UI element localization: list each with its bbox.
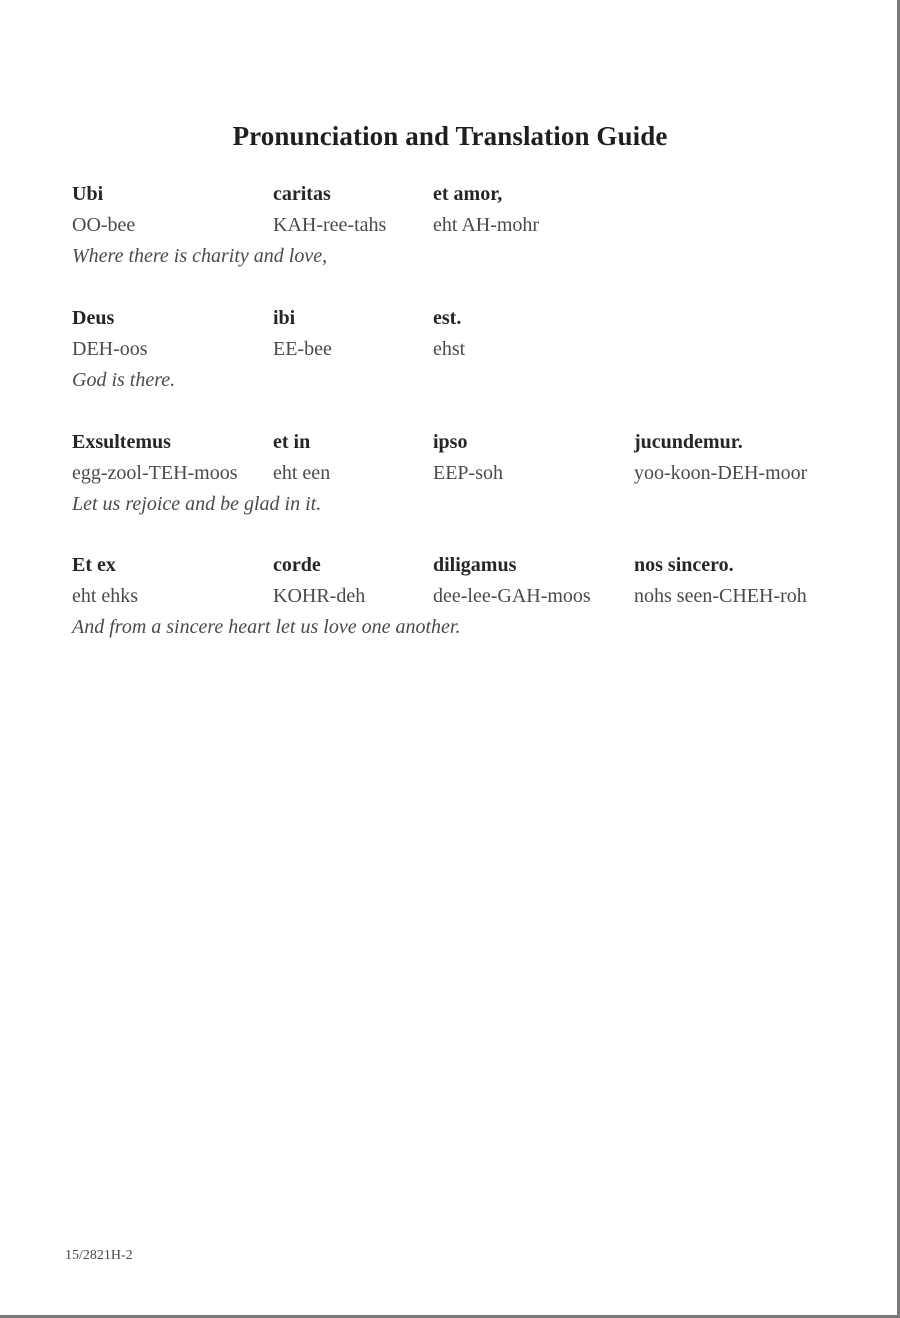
phonetic-word: KOHR-deh <box>273 585 366 607</box>
phonetic-word: EE-bee <box>273 338 332 360</box>
phonetic-word: nohs seen-CHEH-roh <box>634 585 807 607</box>
phonetic-word: eht ehks <box>72 585 139 607</box>
phonetic-word: DEH-oos <box>72 338 148 360</box>
stanza-3 <box>72 429 872 517</box>
latin-word: Ubi <box>72 183 104 205</box>
latin-word: et amor, <box>433 183 503 205</box>
phonetic-row <box>72 336 872 367</box>
translation-line: Let us rejoice and be glad in it. <box>72 493 322 515</box>
translation-line: Where there is charity and love, <box>72 245 328 267</box>
latin-row <box>72 305 872 336</box>
phonetic-word: ehst <box>433 338 466 360</box>
latin-word: Exsultemus <box>72 431 171 453</box>
stanza-4 <box>72 552 872 640</box>
latin-word: nos sincero. <box>634 554 734 576</box>
footer-catalog-code: 15/2821H-2 <box>65 1248 133 1263</box>
latin-word: diligamus <box>433 554 517 576</box>
latin-word: est. <box>433 307 462 329</box>
phonetic-row <box>72 212 872 243</box>
phonetic-word: eht AH-mohr <box>433 214 540 236</box>
latin-word: ipso <box>433 431 468 453</box>
phonetic-word: EEP-soh <box>433 462 503 484</box>
stanza-2 <box>72 305 872 393</box>
latin-word: corde <box>273 554 321 576</box>
latin-word: Deus <box>72 307 115 329</box>
phonetic-row <box>72 460 872 491</box>
stanza-1 <box>72 181 872 269</box>
latin-word: caritas <box>273 183 331 205</box>
phonetic-word: dee-lee-GAH-moos <box>433 585 591 607</box>
latin-row <box>72 429 872 460</box>
latin-word: jucundemur. <box>634 431 743 453</box>
translation-line: God is there. <box>72 369 176 391</box>
phonetic-word: egg-zool-TEH-moos <box>72 462 238 484</box>
translation-line: And from a sincere heart let us love one another. <box>72 616 461 638</box>
phonetic-row <box>72 583 872 614</box>
page-title: Pronunciation and Translation Guide <box>232 121 668 151</box>
phonetic-word: OO-bee <box>72 214 136 236</box>
phonetic-word: eht een <box>273 462 331 484</box>
latin-word: ibi <box>273 307 296 329</box>
phonetic-word: KAH-ree-tahs <box>273 214 387 236</box>
phonetic-word: yoo-koon-DEH-moor <box>634 462 808 484</box>
latin-row <box>72 552 872 583</box>
latin-word: Et ex <box>72 554 116 576</box>
latin-row <box>72 181 872 212</box>
latin-word: et in <box>273 431 311 453</box>
